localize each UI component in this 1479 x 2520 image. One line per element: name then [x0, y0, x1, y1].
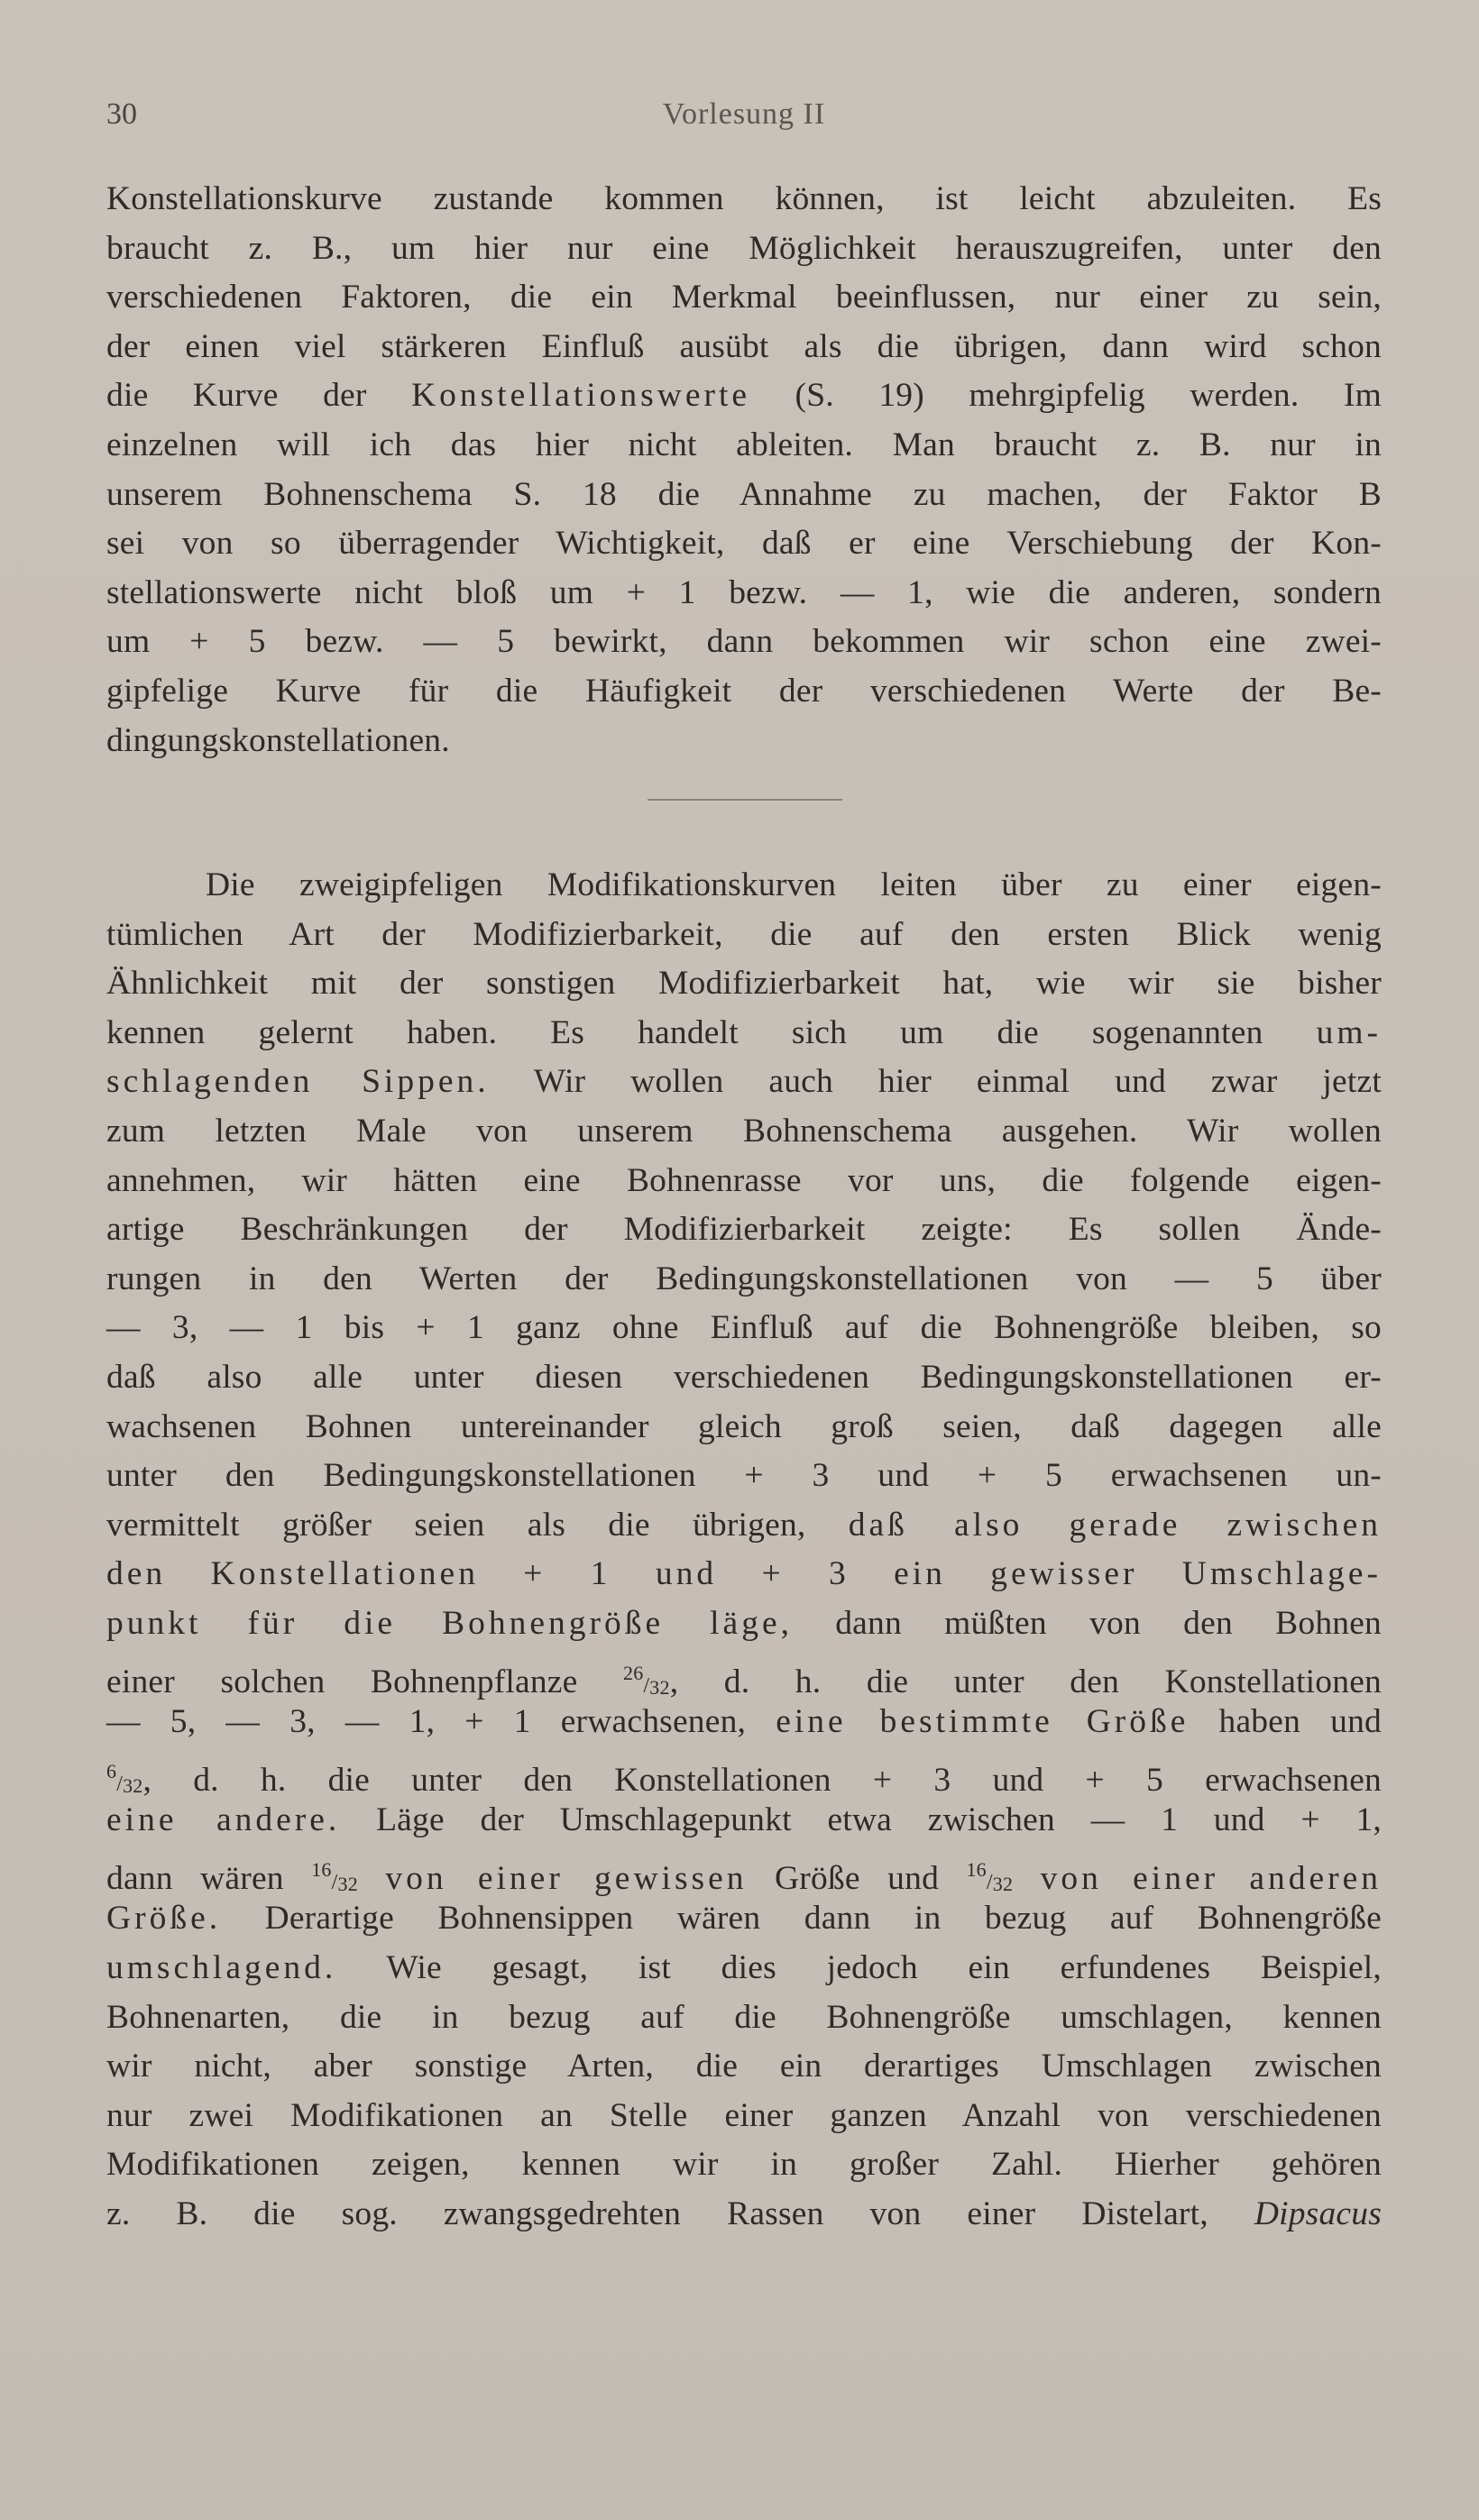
text-line	[106, 1009, 1382, 1058]
text-run: Derartige Bohnensippen wären dann in bezug auf Bohnengröße	[264, 1900, 1383, 1938]
spaced-term: eine bestimmte Größe	[776, 1703, 1190, 1741]
text-line: nur zwei Modifikationen an Stelle einer ganzen Anzahl von verschiedenen	[106, 2096, 1382, 2134]
spaced-term: Größe.	[106, 1900, 222, 1938]
fraction: $^{26}/_{32}$	[623, 1661, 670, 1699]
paragraph-1	[106, 175, 1382, 765]
spaced-term: um-	[1316, 1013, 1382, 1051]
spaced-term: umschlagend.	[106, 1949, 337, 1987]
section-divider	[648, 799, 842, 801]
text-line: Die zweigipfeligen Modifikationskurven leiten über zu einer eigen-	[206, 866, 1382, 903]
fraction-denominator: 32	[123, 1773, 143, 1797]
text-run: Wie gesagt, ist dies jedoch ein erfundenes Beispiel,	[386, 1949, 1382, 1987]
text-line: verschiedenen Faktoren, die ein Merkmal beeinflussen, nur einer zu sein,	[106, 279, 1382, 316]
text-line: Konstellationskurve zustande kommen können, ist leicht abzuleiten. Es	[106, 180, 1382, 217]
page-header	[106, 97, 1382, 142]
text-line	[106, 1058, 1382, 1107]
text-line: wir nicht, aber sonstige Arten, die ein derartiges Umschlagen zwischen	[106, 2048, 1382, 2085]
text-run: Läge der Umschlagepunkt etwa zwischen — 1 und + 1,	[376, 1801, 1383, 1839]
text-line	[106, 371, 1382, 421]
text-line	[106, 1599, 1382, 1649]
page-number: 30	[106, 97, 137, 131]
text-line	[106, 1698, 1382, 1747]
spaced-term: Konstellationswerte	[411, 377, 751, 415]
text-line: rungen in den Werten der Bedingungskonstellationen von — 5 über	[106, 1260, 1382, 1297]
text-line: unter den Bedingungskonstellationen + 3 und + 5 erwachsenen un-	[106, 1457, 1382, 1495]
spaced-term: schlagenden Sippen.	[106, 1063, 490, 1101]
text-run: Wir wollen auch hier einmal und zwar jetzt	[533, 1063, 1382, 1101]
fraction-denominator: 32	[337, 1872, 358, 1895]
text-line: einzelnen will ich das hier nicht ableiten. Man braucht z. B. nur in	[106, 426, 1382, 463]
text-line: dingungskonstellationen.	[106, 721, 450, 759]
text-line	[106, 1894, 1382, 1944]
text-line: der einen viel stärkeren Einfluß ausübt als die übrigen, dann wird schon	[106, 327, 1382, 365]
text-line	[106, 1649, 1382, 1699]
text-line: annehmen, wir hätten eine Bohnenrasse vor uns, die folgende eigen-	[106, 1161, 1382, 1199]
text-run: dann müßten von den Bohnen	[835, 1604, 1383, 1642]
fraction: $^{16}/_{32}$	[311, 1857, 358, 1895]
text-run: , d. h. die unter den Konstellationen + 3 und + 5 erwachsenen	[142, 1761, 1382, 1799]
text-line: Ähnlichkeit mit der sonstigen Modifizierbarkeit hat, wie wir sie bisher	[106, 965, 1382, 1003]
text-run: dann wären	[106, 1859, 284, 1897]
fraction-numerator: 26	[623, 1661, 644, 1684]
fraction-denominator: 32	[992, 1872, 1014, 1895]
text-line: unserem Bohnenschema S. 18 die Annahme zu machen, der Faktor B	[106, 475, 1382, 513]
spaced-term: von einer anderen	[1040, 1859, 1382, 1897]
italic-term: Dipsacus	[1254, 2195, 1383, 2233]
text-line	[106, 1796, 1382, 1846]
text-run: einer solchen Bohnenpflanze	[106, 1663, 578, 1700]
text-line	[106, 1944, 1382, 1993]
text-line: braucht z. B., um hier nur eine Möglichkeit herauszugreifen, unter den	[106, 229, 1382, 267]
paragraph-2	[106, 861, 1382, 2240]
text-line: um + 5 bezw. — 5 bewirkt, dann bekommen wir schon eine zwei-	[106, 623, 1382, 661]
text-run: (S. 19) mehrgipfelig werden. Im	[795, 377, 1383, 415]
fraction-numerator: 16	[311, 1857, 332, 1881]
text-line	[106, 1501, 1382, 1551]
spaced-term: eine andere.	[106, 1801, 341, 1839]
text-line: Modifikationen zeigen, kennen wir in großer Zahl. Hierher gehören	[106, 2146, 1382, 2184]
text-run: die Kurve der	[106, 377, 367, 415]
text-line: artige Beschränkungen der Modifizierbarkeit zeigte: Es sollen Ände-	[106, 1211, 1382, 1249]
text-run: Größe und	[775, 1859, 940, 1897]
fraction-numerator: 6	[106, 1759, 117, 1782]
fraction-denominator: 32	[649, 1675, 670, 1699]
text-line: — 3, — 1 bis + 1 ganz ohne Einfluß auf die Bohnengröße bleiben, so	[106, 1309, 1382, 1347]
text-line: Bohnenarten, die in bezug auf die Bohnengröße umschlagen, kennen	[106, 1998, 1382, 2036]
text-line	[106, 2190, 1382, 2240]
text-run: vermittelt größer seien als die übrigen,	[106, 1506, 806, 1544]
spaced-term: daß also gerade zwischen	[848, 1506, 1383, 1544]
spaced-term: punkt für die Bohnengröße läge,	[106, 1604, 793, 1642]
text-run: haben und	[1218, 1703, 1382, 1741]
text-line: sei von so überragender Wichtigkeit, daß er eine Verschiebung der Kon-	[106, 525, 1382, 563]
text-line	[106, 1846, 1382, 1895]
text-line: daß also alle unter diesen verschiedenen Bedingungskonstellationen er-	[106, 1358, 1382, 1396]
text-line	[106, 1747, 1382, 1797]
text-run: — 5, — 3, — 1, + 1 erwachsenen,	[106, 1703, 747, 1741]
spaced-term: von einer gewissen	[385, 1859, 748, 1897]
fraction-numerator: 16	[966, 1857, 987, 1881]
text-line: gipfelige Kurve für die Häufigkeit der verschiedenen Werte der Be-	[106, 672, 1382, 710]
text-line: tümlichen Art der Modifizierbarkeit, die auf den ersten Blick wenig	[106, 915, 1382, 953]
fraction: $^6/_{32}$	[106, 1759, 143, 1797]
text-line: den Konstellationen + 1 und + 3 ein gewisser Umschlage-	[106, 1555, 1382, 1593]
text-line: wachsenen Bohnen untereinander gleich groß seien, daß dagegen alle	[106, 1407, 1382, 1445]
text-run: kennen gelernt haben. Es handelt sich um die sogenannten	[106, 1013, 1263, 1051]
fraction: $^{16}/_{32}$	[966, 1857, 1014, 1895]
text-run: , d. h. die unter den Konstellationen	[669, 1663, 1382, 1700]
text-run: z. B. die sog. zwangsgedrehten Rassen von einer Distelart,	[106, 2195, 1208, 2233]
running-head: Vorlesung II	[662, 97, 826, 131]
text-line: zum letzten Male von unserem Bohnenschema ausgehen. Wir wollen	[106, 1112, 1382, 1150]
text-line: stellationswerte nicht bloß um + 1 bezw. — 1, wie die anderen, sondern	[106, 573, 1382, 611]
